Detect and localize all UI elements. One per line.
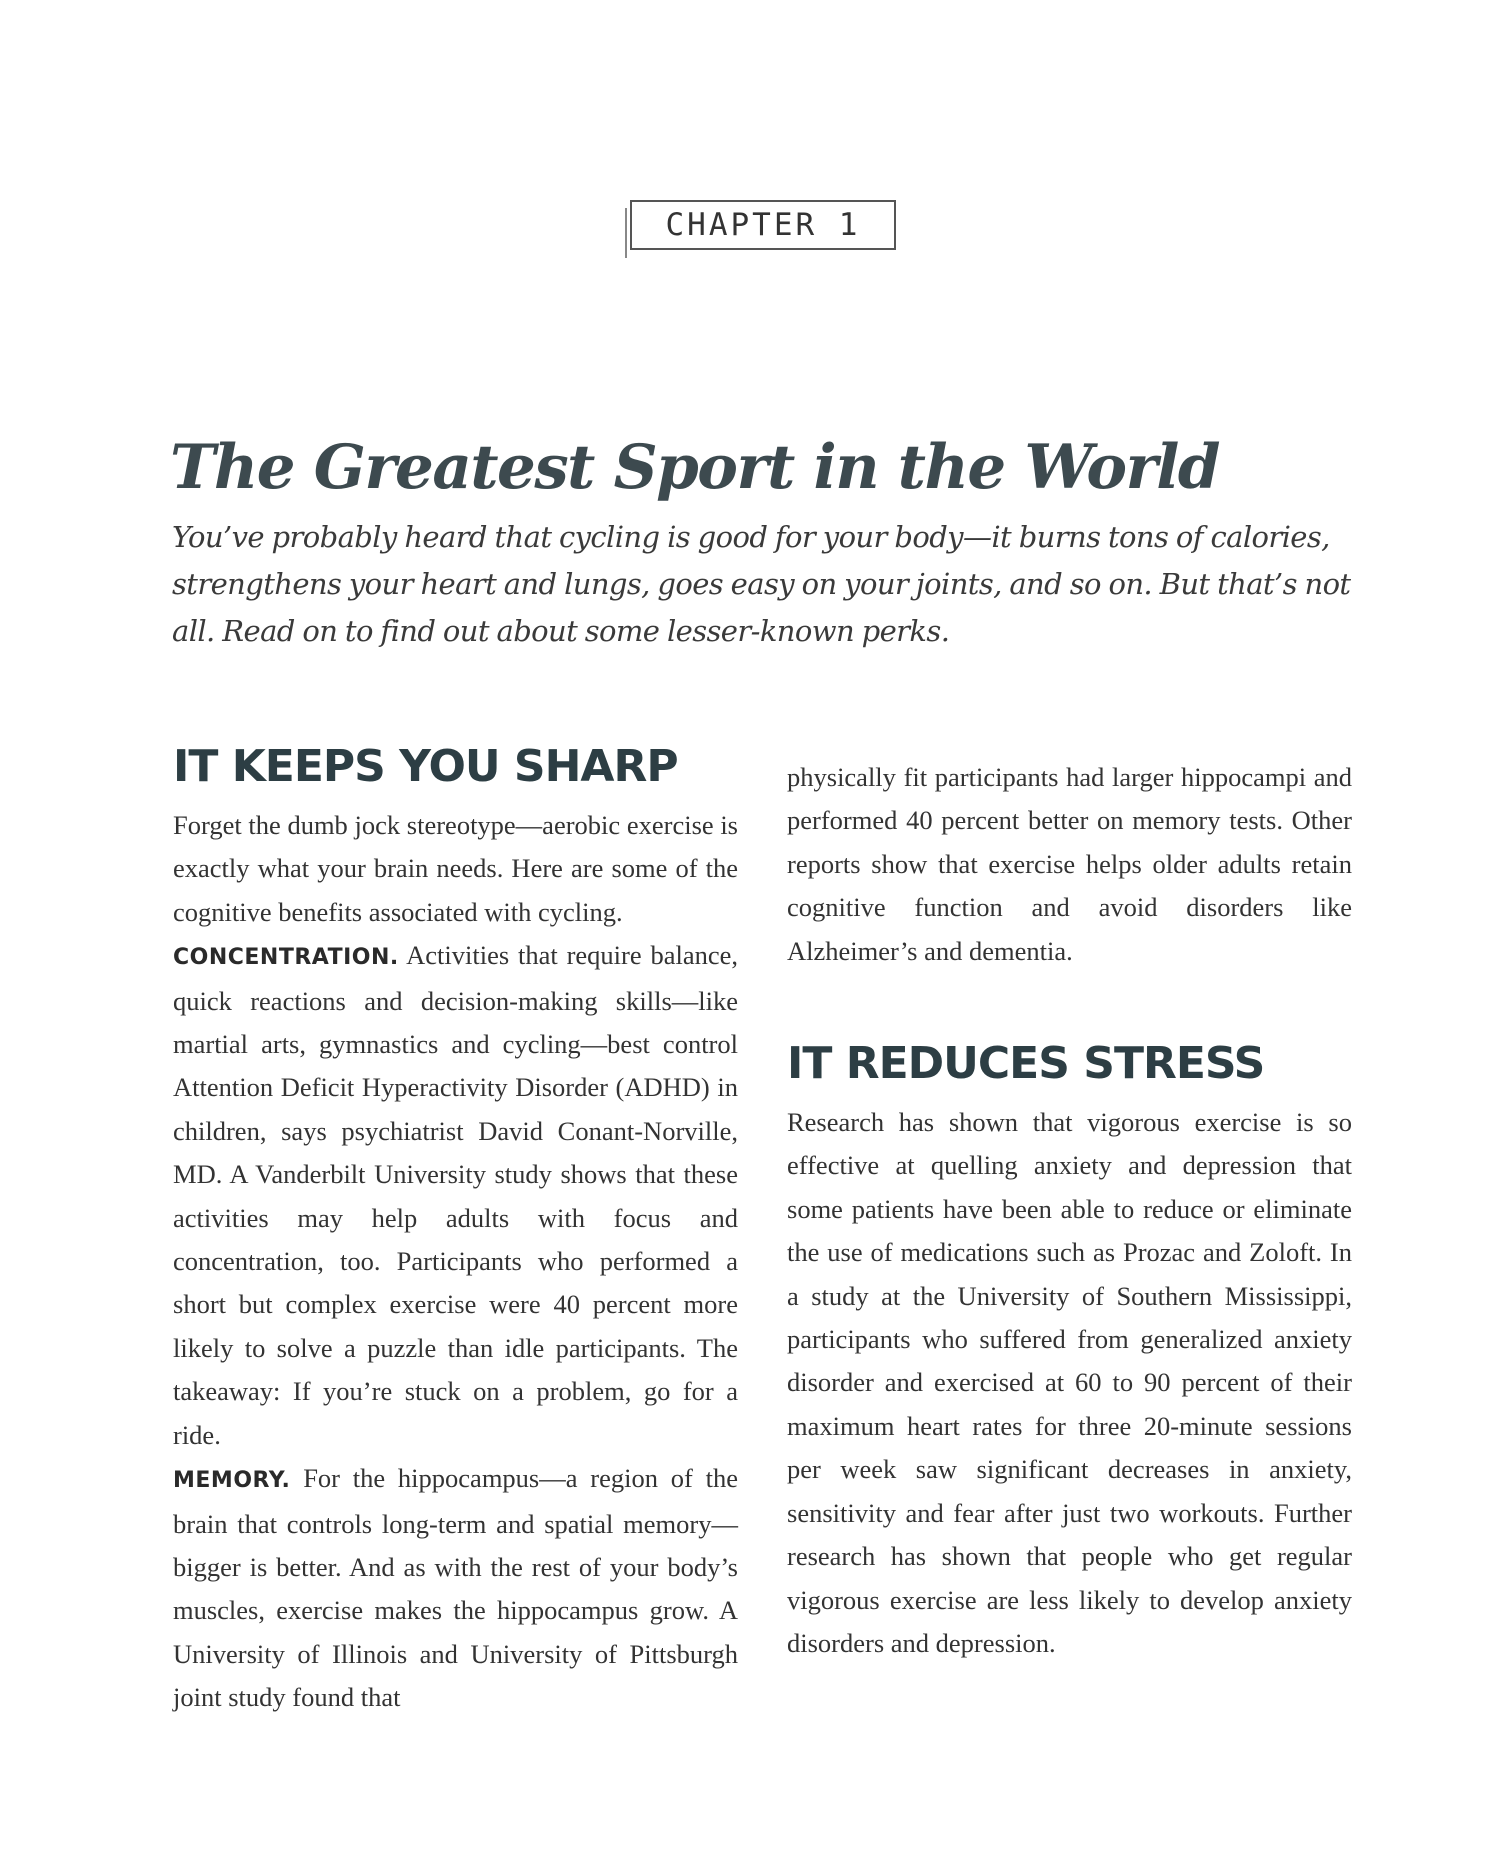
concentration-paragraph	[173, 934, 738, 1457]
memory-continued: physically fit participants had larger hippocampi and performed 40 percent better on memory tests. Other reports show that exercise helps older adults retain cognitive function and avoid disorders like Alzheimer’s and dementia.	[787, 762, 1352, 966]
section-stress-text: Research has shown that vigorous exercise is so effective at quelling anxiety and depression that some patients have been able to reduce or eliminate the use of medications such as Prozac and Zoloft. In a study at the University of Southern Mississippi, participants who suffered from generalized anxiety disorder and exercised at 60 to 90 percent of their maximum heart rates for three 20-minute sessions per week saw significant decreases in anxiety, sensitivity and fear after just two workouts. Further research has shown that people who get regular vigorous exercise are less likely to develop anxiety disorders and depression.	[787, 1107, 1352, 1658]
section-sharp-intro: Forget the dumb jock stereotype—aerobic exercise is exactly what your brain needs. Here are some of the cognitive benefits associated with cycling.	[173, 810, 738, 927]
chapter-label: CHAPTER 1	[630, 200, 896, 250]
memory-text: For the hippocampus—a region of the brain that controls long-term and spatial memory—bigger is better. And as with the rest of your body’s muscles, exercise makes the hippocampus grow. A University of Illinois and University of Pittsburgh joint study found that	[173, 1463, 738, 1713]
concentration-lead: CONCENTRATION.	[173, 945, 399, 971]
right-column	[787, 756, 1352, 1665]
section-spacer	[787, 973, 1352, 1033]
section-heading-stress: IT REDUCES STRESS	[787, 1038, 1265, 1090]
section-heading-sharp: IT KEEPS YOU SHARP	[173, 741, 678, 792]
memory-paragraph	[173, 1457, 738, 1719]
chapter-title: The Greatest Sport in the World	[170, 432, 1220, 503]
chapter-deck: You’ve probably heard that cycling is good for your body—it burns tons of calories, strengthens your heart and lungs, goes easy on your joints, and so on. But that’s not all. Read on to find out about some lesser-known perks.	[172, 520, 1351, 648]
concentration-text: Activities that require balance, quick reactions and decision-making skills—like martial arts, gymnastics and cycling—best control Attention Deficit Hyperactivity Disorder (ADHD) in children, says psychiatrist David Conant-Norville, MD. A Vanderbilt University study shows that these activities may help adults with focus and concentration, too. Participants who performed a short but complex exercise were 40 percent more likely to solve a puzzle than idle participants. The takeaway: If you’re stuck on a problem, go for a ride.	[173, 940, 738, 1450]
memory-lead: MEMORY.	[173, 1468, 291, 1494]
left-column	[173, 736, 738, 1720]
